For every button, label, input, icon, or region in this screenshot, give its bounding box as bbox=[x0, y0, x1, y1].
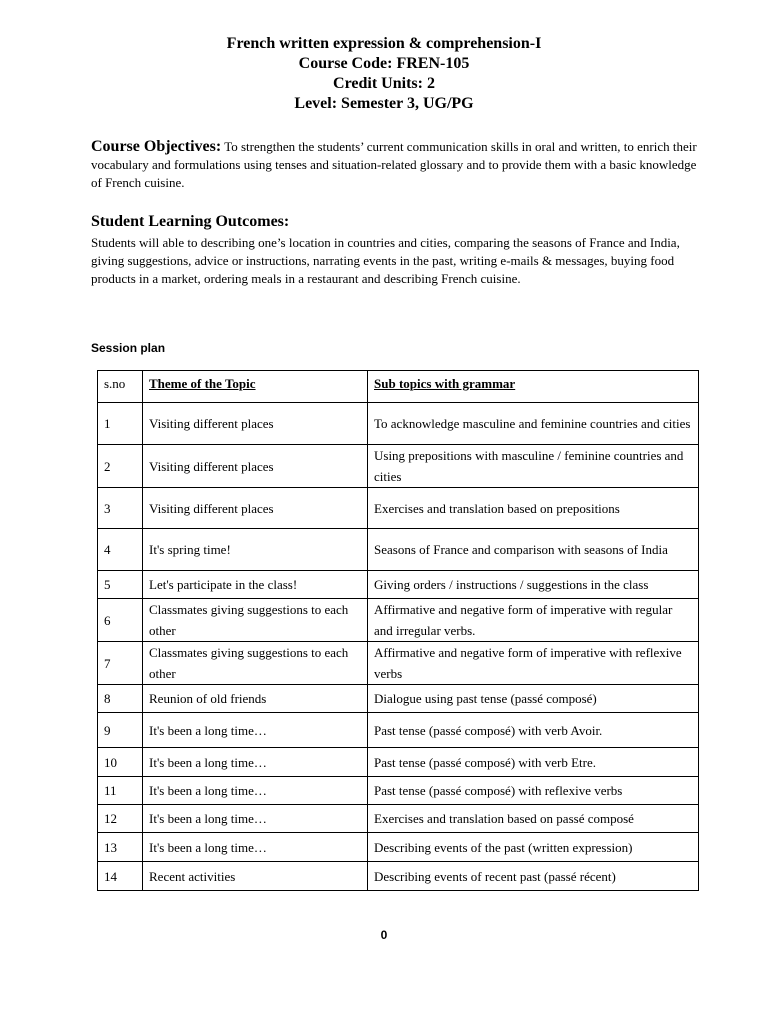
cell-sno: 12 bbox=[98, 805, 143, 833]
cell-sno: 9 bbox=[98, 713, 143, 748]
table-row bbox=[98, 488, 699, 529]
table-row bbox=[98, 777, 699, 805]
outcomes-heading bbox=[91, 213, 289, 231]
objectives-text: To strengthen the students’ current communication skills in oral and written, to enrich their vocabulary and formulations using tenses and situation-related glossary and to provide them with a basic knowledge of French cuisine. bbox=[91, 139, 697, 190]
cell-subtopic: Past tense (passé composé) with verb Avoir. bbox=[368, 713, 699, 748]
cell-theme: It's spring time! bbox=[143, 529, 368, 571]
cell-subtopic: Seasons of France and comparison with seasons of India bbox=[368, 529, 699, 571]
session-plan-table bbox=[97, 370, 699, 891]
course-level: Level: Semester 3, UG/PG bbox=[294, 95, 474, 112]
cell-theme: Classmates giving suggestions to each other bbox=[143, 599, 368, 642]
cell-theme: It's been a long time… bbox=[143, 805, 368, 833]
cell-theme: Visiting different places bbox=[143, 403, 368, 445]
cell-sno: 6 bbox=[98, 599, 143, 642]
cell-theme: It's been a long time… bbox=[143, 833, 368, 862]
table-row bbox=[98, 642, 699, 685]
cell-theme: Classmates giving suggestions to each other bbox=[143, 642, 368, 685]
cell-theme: Let's participate in the class! bbox=[143, 571, 368, 599]
cell-sno: 13 bbox=[98, 833, 143, 862]
cell-subtopic: To acknowledge masculine and feminine countries and cities bbox=[368, 403, 699, 445]
cell-theme: Visiting different places bbox=[143, 488, 368, 529]
table-row bbox=[98, 403, 699, 445]
cell-theme: It's been a long time… bbox=[143, 713, 368, 748]
cell-sno: 14 bbox=[98, 862, 143, 891]
outcomes-text: Students will able to describing one’s location in countries and cities, comparing the seasons of France and India, giving suggestions, advice or instructions, narrating events in the past, writing e-mails & messages, buying food products in a market, ordering meals in a restaurant and describing French cuisine. bbox=[91, 235, 680, 286]
credit-units: Credit Units: 2 bbox=[333, 75, 435, 92]
table-row bbox=[98, 805, 699, 833]
outcomes-colon: : bbox=[283, 213, 290, 230]
cell-subtopic: Dialogue using past tense (passé composé) bbox=[368, 685, 699, 713]
table-header-row bbox=[98, 371, 699, 403]
table-row bbox=[98, 685, 699, 713]
cell-subtopic: Affirmative and negative form of imperative with regular and irregular verbs. bbox=[368, 599, 699, 642]
cell-theme: It's been a long time… bbox=[143, 777, 368, 805]
table-row bbox=[98, 599, 699, 642]
table-row bbox=[98, 748, 699, 777]
course-code: Course Code: FREN-105 bbox=[298, 55, 470, 72]
cell-sno: 4 bbox=[98, 529, 143, 571]
header-sno: s.no bbox=[98, 371, 143, 403]
cell-sno: 7 bbox=[98, 642, 143, 685]
cell-sno: 10 bbox=[98, 748, 143, 777]
cell-theme: Reunion of old friends bbox=[143, 685, 368, 713]
cell-theme: Recent activities bbox=[143, 862, 368, 891]
table-row bbox=[98, 833, 699, 862]
course-title: French written expression & comprehension-I bbox=[226, 35, 542, 52]
page-number: 0 bbox=[380, 928, 388, 942]
header-theme: Theme of the Topic bbox=[143, 371, 368, 403]
table-row bbox=[98, 713, 699, 748]
course-objectives bbox=[91, 138, 701, 192]
cell-sno: 1 bbox=[98, 403, 143, 445]
cell-subtopic: Affirmative and negative form of imperative with reflexive verbs bbox=[368, 642, 699, 685]
cell-subtopic: Exercises and translation based on passé composé bbox=[368, 805, 699, 833]
cell-subtopic: Describing events of the past (written expression) bbox=[368, 833, 699, 862]
cell-sno: 2 bbox=[98, 445, 143, 488]
cell-subtopic: Exercises and translation based on prepositions bbox=[368, 488, 699, 529]
cell-subtopic: Describing events of recent past (passé récent) bbox=[368, 862, 699, 891]
cell-sno: 11 bbox=[98, 777, 143, 805]
session-plan-label: Session plan bbox=[91, 341, 166, 355]
cell-theme: It's been a long time… bbox=[143, 748, 368, 777]
table-row bbox=[98, 862, 699, 891]
cell-subtopic: Using prepositions with masculine / feminine countries and cities bbox=[368, 445, 699, 488]
outcomes-title: Student Learning Outcomes bbox=[91, 213, 284, 230]
cell-subtopic: Past tense (passé composé) with reflexive verbs bbox=[368, 777, 699, 805]
cell-sno: 3 bbox=[98, 488, 143, 529]
cell-sno: 8 bbox=[98, 685, 143, 713]
table-row bbox=[98, 571, 699, 599]
table-row bbox=[98, 445, 699, 488]
table-row bbox=[98, 529, 699, 571]
document-header bbox=[0, 34, 768, 114]
cell-theme: Visiting different places bbox=[143, 445, 368, 488]
objectives-label: Course Objectives: bbox=[91, 138, 222, 155]
cell-subtopic: Past tense (passé composé) with verb Etre. bbox=[368, 748, 699, 777]
header-subtopics: Sub topics with grammar bbox=[368, 371, 699, 403]
cell-subtopic: Giving orders / instructions / suggestions in the class bbox=[368, 571, 699, 599]
cell-sno: 5 bbox=[98, 571, 143, 599]
